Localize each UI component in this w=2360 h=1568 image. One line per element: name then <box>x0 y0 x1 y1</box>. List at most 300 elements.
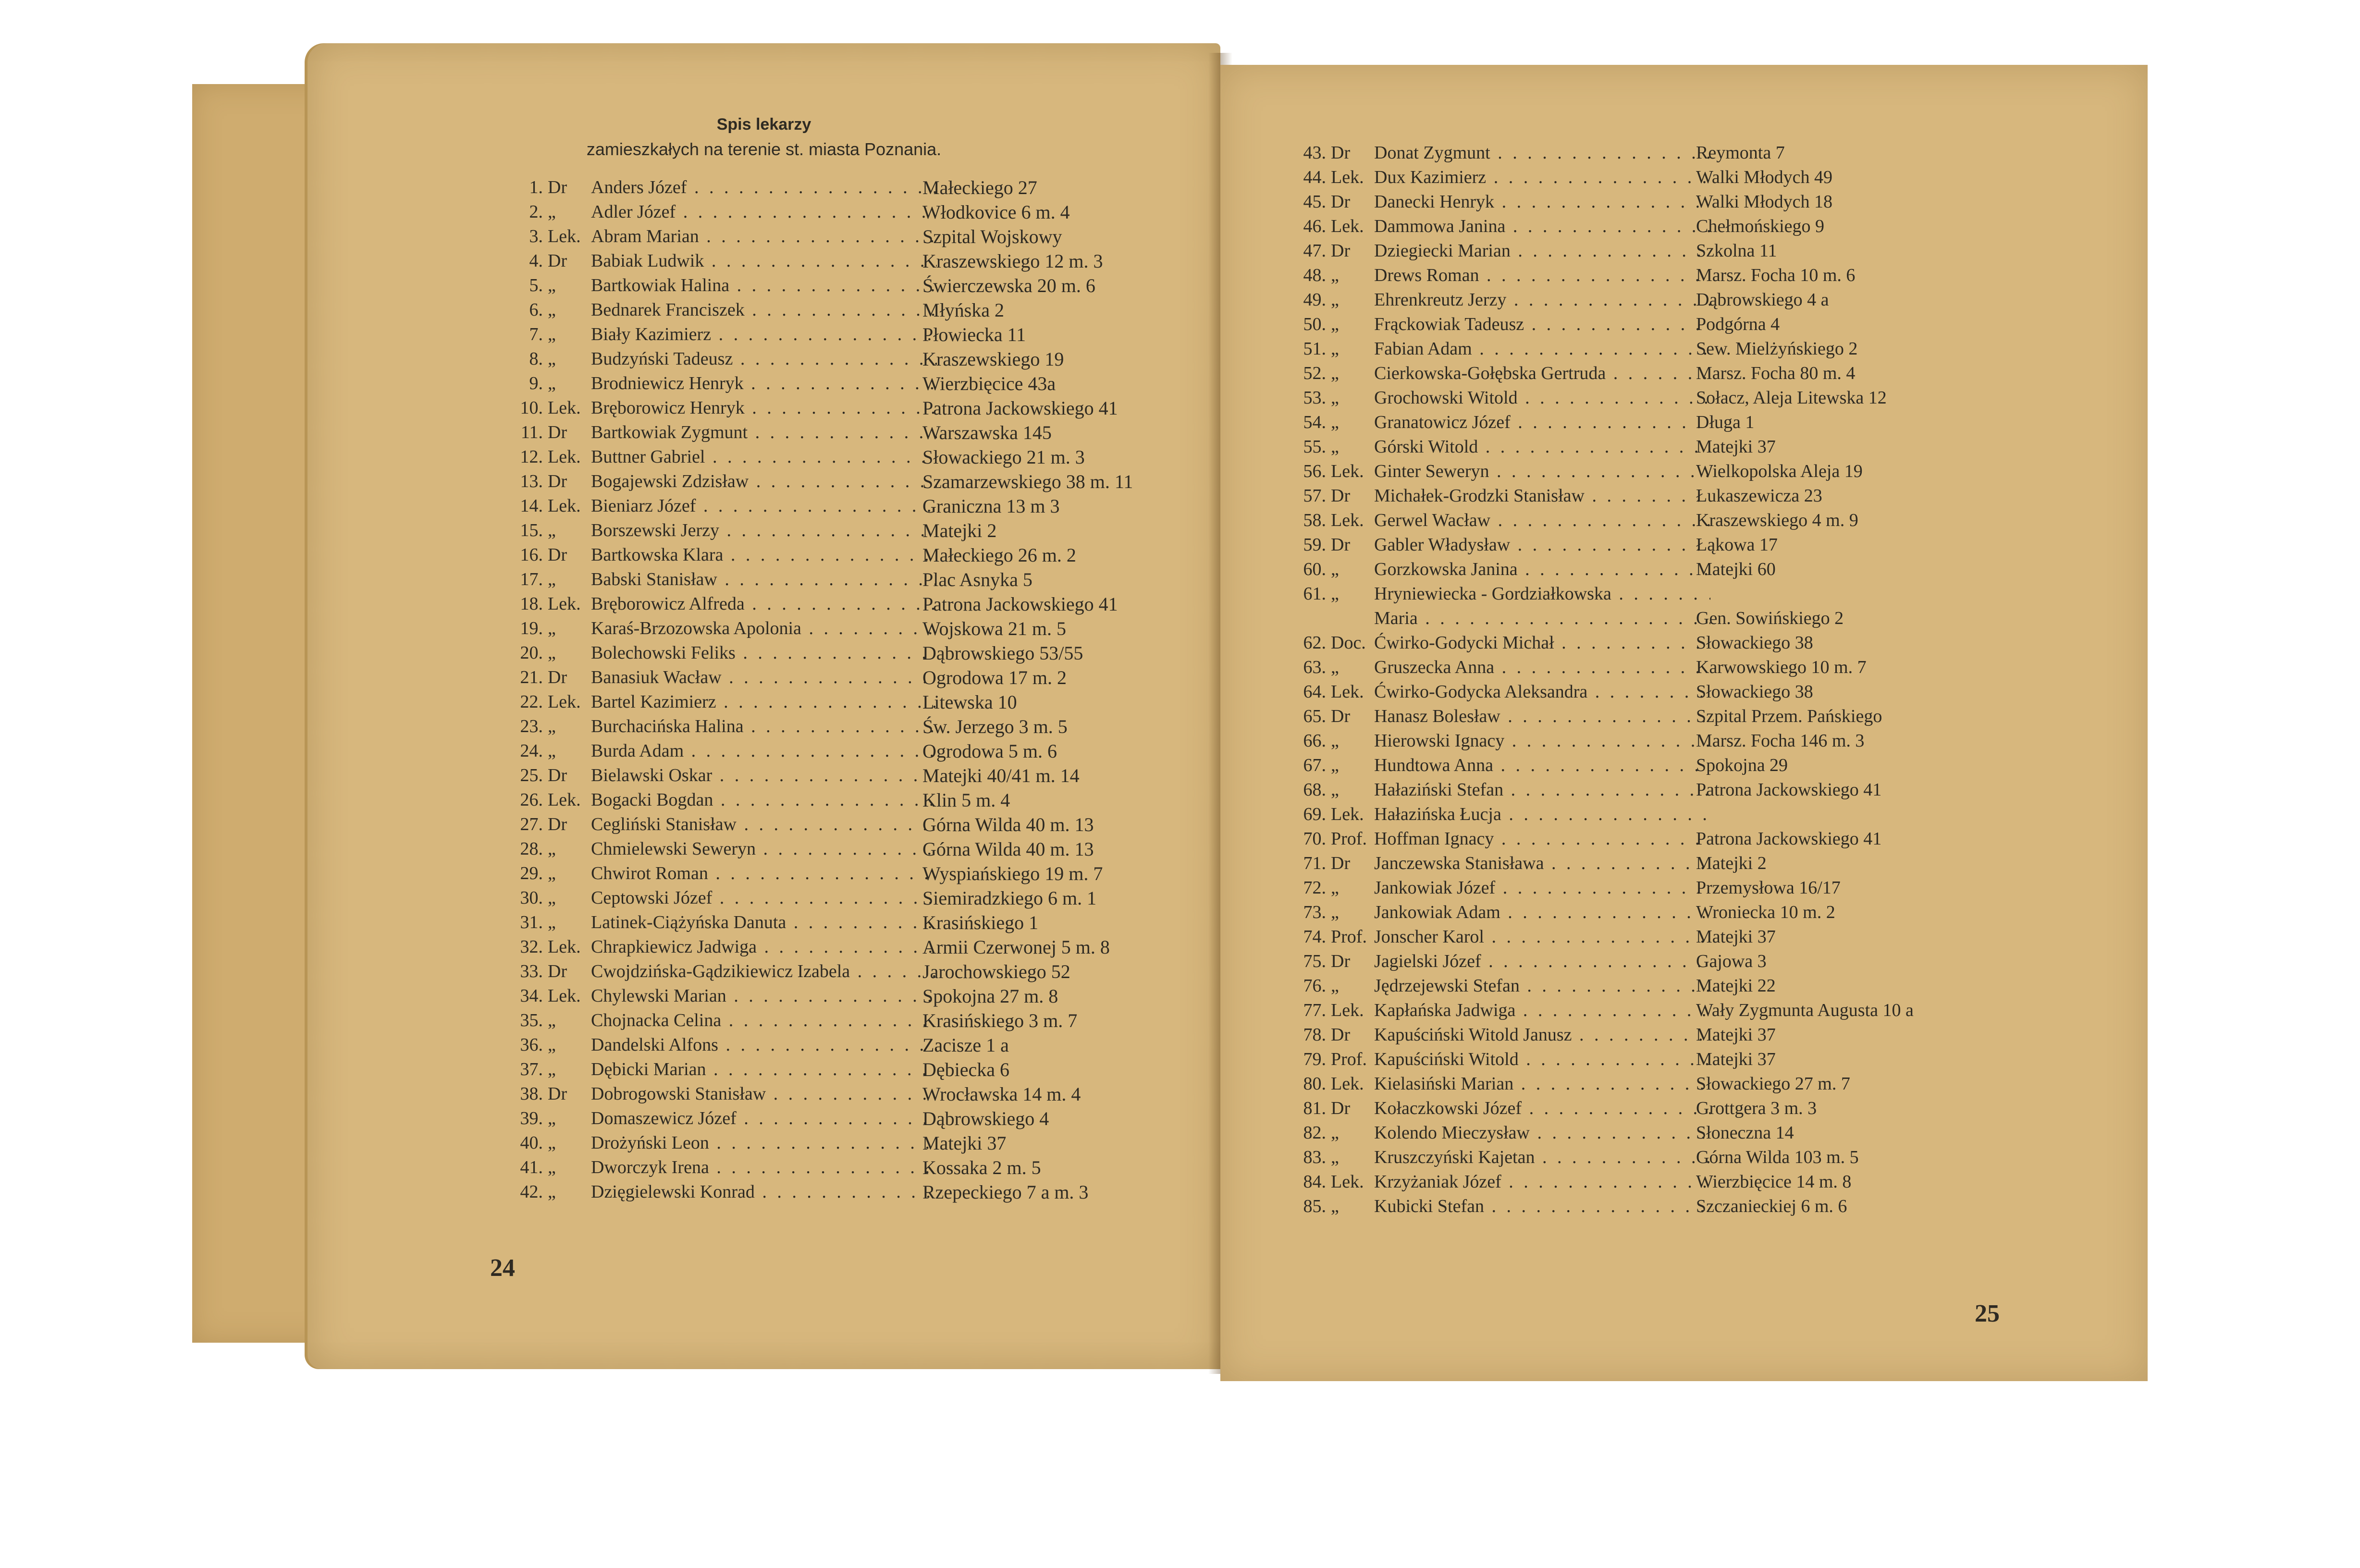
entry-title: „ <box>548 1035 556 1055</box>
entry-name: Bartkowska Klara . . . <box>591 543 937 567</box>
entry-name: Hoffman Ignacy . . . <box>1374 827 1710 851</box>
entry-address: Walki Młodych 18 <box>1696 192 1833 212</box>
entry-title: Lek. <box>548 447 581 467</box>
entry-title: „ <box>548 520 556 540</box>
list-item <box>1273 998 2128 1023</box>
entry-number: 37. <box>520 1059 543 1079</box>
entry-title: „ <box>1331 265 1339 285</box>
entry-title: „ <box>1331 314 1339 334</box>
entry-title: „ <box>548 912 556 932</box>
entry-title: „ <box>548 324 556 344</box>
list-item <box>490 249 1230 273</box>
entry-title: Dr <box>1331 241 1351 261</box>
list-item <box>1273 1047 2128 1072</box>
entry-title: „ <box>548 863 556 883</box>
page-number-left: 24 <box>490 1254 515 1282</box>
entry-name: Frąckowiak Tadeusz . . . <box>1374 312 1710 337</box>
entry-name: Burchacińska Halina . . . <box>591 714 937 739</box>
page-subtitle: zamieszkałych na terenie st. miasta Poznania. <box>586 139 942 159</box>
entry-name: Drews Roman . . . <box>1374 263 1710 288</box>
entry-address: Górna Wilda 40 m. 13 <box>922 814 1094 835</box>
entry-title: Lek. <box>1331 1074 1364 1094</box>
entry-number: 61. <box>1303 584 1326 604</box>
list-item <box>490 861 1230 886</box>
entry-address: Matejki 37 <box>1696 927 1776 947</box>
list-item <box>490 543 1230 567</box>
entry-name: Domaszewicz Józef . . . <box>591 1106 937 1131</box>
entry-title: Doc. <box>1331 633 1366 653</box>
entry-address: Wały Zygmunta Augusta 10 a <box>1696 1000 1914 1020</box>
list-item <box>1273 851 2128 876</box>
entry-number: 59. <box>1303 535 1326 555</box>
list-item <box>1273 606 2128 631</box>
entry-title: „ <box>548 839 556 859</box>
entry-title: Lek. <box>548 226 581 246</box>
entry-name: Burda Adam . . . <box>591 739 937 763</box>
entry-title: „ <box>1331 878 1339 898</box>
list-item <box>490 371 1230 396</box>
entry-address: Kraszewskiego 12 m. 3 <box>922 250 1103 272</box>
entry-name: Bednarek Franciszek . . . <box>591 298 937 322</box>
list-item <box>490 1155 1230 1180</box>
entry-address: Matejki 22 <box>1696 976 1776 996</box>
entry-title: Dr <box>1331 1025 1351 1045</box>
entry-title: Dr <box>1331 951 1351 971</box>
list-item <box>1273 655 2128 680</box>
entry-title: Lek. <box>548 790 581 810</box>
entry-title: Lek. <box>1331 167 1364 187</box>
entry-number: 11. <box>520 422 543 442</box>
entry-title: „ <box>1331 1123 1339 1143</box>
doctor-list-left <box>490 175 1230 1204</box>
entry-number: 18. <box>520 594 543 614</box>
entry-name: Maria . . . <box>1374 606 1710 631</box>
entry-number: 69. <box>1303 804 1326 824</box>
entry-number: 15. <box>520 520 543 540</box>
entry-name: Bartkowiak Halina . . . <box>591 273 937 298</box>
entry-title: Dr <box>1331 486 1351 506</box>
entry-number: 56. <box>1303 461 1326 481</box>
list-item <box>1273 680 2128 704</box>
entry-name: Ćwirko-Godycka Aleksandra . . . <box>1374 680 1710 704</box>
entry-name: Jędrzejewski Stefan . . . <box>1374 974 1710 998</box>
entry-number: 22. <box>520 692 543 712</box>
entry-address: Jarochowskiego 52 <box>922 961 1070 982</box>
entry-name: Banasiuk Wacław . . . <box>591 665 937 690</box>
entry-title: „ <box>548 1157 556 1177</box>
entry-number: 9. <box>529 373 543 393</box>
entry-title: Lek. <box>1331 216 1364 236</box>
entry-address: Sew. Mielżyńskiego 2 <box>1696 339 1858 359</box>
entry-address: Warszawska 145 <box>922 422 1052 443</box>
entry-name: Chrapkiewicz Jadwiga . . . <box>591 935 937 959</box>
list-item <box>490 518 1230 543</box>
entry-number: 29. <box>520 863 543 883</box>
list-item <box>490 1180 1230 1204</box>
entry-number: 53. <box>1303 388 1326 408</box>
entry-address: Kraszewskiego 19 <box>922 348 1064 370</box>
list-item <box>490 1057 1230 1082</box>
entry-name: Gorzkowska Janina . . . <box>1374 557 1710 582</box>
entry-name: Cierkowska-Gołębska Gertruda . . . <box>1374 361 1710 386</box>
entry-name: Chojnacka Celina . . . <box>591 1008 937 1033</box>
list-item <box>1273 263 2128 288</box>
entry-name: Bartkowiak Zygmunt . . . <box>591 420 937 445</box>
entry-number: 28. <box>520 839 543 859</box>
entry-number: 51. <box>1303 339 1326 359</box>
entry-number: 64. <box>1303 682 1326 702</box>
list-item <box>490 1131 1230 1155</box>
list-item <box>1273 753 2128 778</box>
list-item <box>490 910 1230 935</box>
entry-address: Długa 1 <box>1696 412 1755 432</box>
entry-address: Sołacz, Aleja Litewska 12 <box>1696 388 1887 408</box>
entry-address: Patrona Jackowskiego 41 <box>922 593 1118 615</box>
entry-title: Lek. <box>548 937 581 957</box>
entry-address: Płowiecka 11 <box>922 324 1026 345</box>
entry-address: Marsz. Focha 80 m. 4 <box>1696 363 1856 383</box>
entry-number: 33. <box>520 961 543 981</box>
entry-name: Danecki Henryk . . . <box>1374 190 1710 214</box>
list-item <box>490 739 1230 763</box>
entry-number: 19. <box>520 618 543 638</box>
entry-name: Hanasz Bolesław . . . <box>1374 704 1710 729</box>
entry-address: Matejki 37 <box>1696 1049 1776 1069</box>
entry-title: „ <box>548 1133 556 1153</box>
doctor-list-right <box>1273 141 2128 1219</box>
entry-number: 80. <box>1303 1074 1326 1094</box>
entry-name: Cwojdzińska-Gądzikiewicz Izabela . . . <box>591 959 937 984</box>
entry-number: 67. <box>1303 755 1326 775</box>
entry-number: 24. <box>520 741 543 761</box>
entry-name: Dux Kazimierz . . . <box>1374 165 1710 190</box>
entry-number: 31. <box>520 912 543 932</box>
entry-number: 47. <box>1303 241 1326 261</box>
entry-address: Wroniecka 10 m. 2 <box>1696 902 1835 922</box>
entry-name: Bolechowski Feliks . . . <box>591 641 937 665</box>
entry-title: Lek. <box>548 986 581 1006</box>
entry-title: „ <box>1331 290 1339 310</box>
entry-name: Jonscher Karol . . . <box>1374 925 1710 949</box>
list-item <box>1273 900 2128 925</box>
entry-name: Biały Kazimierz . . . <box>591 322 937 347</box>
entry-title: „ <box>1331 902 1339 922</box>
entry-title: Dr <box>548 961 567 981</box>
entry-name: Kapuściński Witold Janusz . . . <box>1374 1023 1710 1047</box>
list-item <box>1273 508 2128 533</box>
list-item <box>1273 1170 2128 1194</box>
entry-name: Dobrogowski Stanisław . . . <box>591 1082 937 1106</box>
entry-address: Siemiradzkiego 6 m. 1 <box>922 887 1097 909</box>
entry-address: Szczanieckiej 6 m. 6 <box>1696 1196 1847 1216</box>
entry-number: 70. <box>1303 829 1326 849</box>
entry-title: „ <box>548 349 556 369</box>
list-item <box>1273 484 2128 508</box>
entry-title: Dr <box>548 1084 567 1104</box>
entry-name: Grochowski Witold . . . <box>1374 386 1710 410</box>
list-item <box>490 935 1230 959</box>
entry-address: Spokojna 27 m. 8 <box>922 985 1058 1007</box>
entry-number: 7. <box>529 324 543 344</box>
entry-number: 4. <box>529 251 543 271</box>
entry-address: Spokojna 29 <box>1696 755 1788 775</box>
entry-address: Litewska 10 <box>922 691 1017 713</box>
entry-address: Patrona Jackowskiego 41 <box>1696 829 1882 849</box>
entry-name: Kubicki Stefan . . . <box>1374 1194 1710 1219</box>
entry-address: Słowackiego 38 <box>1696 633 1813 653</box>
entry-address: Gen. Sowińskiego 2 <box>1696 608 1844 628</box>
entry-name: Hierowski Ignacy . . . <box>1374 729 1710 753</box>
entry-name: Abram Marian . . . <box>591 224 937 249</box>
entry-name: Bieniarz Józef . . . <box>591 494 937 518</box>
list-item <box>1273 557 2128 582</box>
entry-name: Gerwel Wacław . . . <box>1374 508 1710 533</box>
entry-name: Kruszczyński Kajetan . . . <box>1374 1145 1710 1170</box>
entry-number: 50. <box>1303 314 1326 334</box>
entry-address: Plac Asnyka 5 <box>922 569 1032 590</box>
entry-address: Górna Wilda 103 m. 5 <box>1696 1147 1859 1167</box>
entry-address: Małeckiego 26 m. 2 <box>922 544 1076 566</box>
entry-address: Krasińskiego 1 <box>922 912 1039 933</box>
entry-address: Zacisze 1 a <box>922 1034 1009 1056</box>
entry-number: 46. <box>1303 216 1326 236</box>
entry-address: Rzepeckiego 7 a m. 3 <box>922 1181 1089 1203</box>
entry-address: Armii Czerwonej 5 m. 8 <box>922 936 1110 958</box>
entry-address: Matejki 37 <box>1696 1025 1776 1045</box>
entry-number: 83. <box>1303 1147 1326 1167</box>
list-item <box>1273 925 2128 949</box>
entry-number: 52. <box>1303 363 1326 383</box>
list-item <box>490 1033 1230 1057</box>
list-item <box>1273 386 2128 410</box>
entry-address: Szpital Przem. Pańskiego <box>1696 706 1882 726</box>
entry-title: „ <box>548 1059 556 1079</box>
entry-title: Dr <box>548 667 567 687</box>
entry-address: Wyspiańskiego 19 m. 7 <box>922 863 1103 884</box>
list-item <box>490 298 1230 322</box>
list-item <box>1273 1023 2128 1047</box>
entry-title: Prof. <box>1331 1049 1367 1069</box>
entry-number: 36. <box>520 1035 543 1055</box>
entry-title: Dr <box>548 545 567 565</box>
list-item <box>1273 190 2128 214</box>
list-item <box>1273 704 2128 729</box>
entry-number: 81. <box>1303 1098 1326 1118</box>
list-item <box>1273 1145 2128 1170</box>
list-item <box>1273 361 2128 386</box>
entry-title: Lek. <box>1331 1172 1364 1192</box>
entry-address: Matejki 2 <box>1696 853 1767 873</box>
entry-name: Bręborowicz Alfreda . . . <box>591 592 937 616</box>
entry-title: Lek. <box>1331 1000 1364 1020</box>
list-item <box>490 690 1230 714</box>
entry-title: Dr <box>548 251 567 271</box>
entry-title: Dr <box>548 177 567 197</box>
entry-number: 68. <box>1303 780 1326 800</box>
entry-title: Dr <box>1331 853 1351 873</box>
list-item <box>1273 337 2128 361</box>
entry-title: Lek. <box>1331 510 1364 530</box>
list-item <box>490 714 1230 739</box>
list-item <box>490 224 1230 249</box>
entry-name: Dandelski Alfons . . . <box>591 1033 937 1057</box>
entry-number: 40. <box>520 1133 543 1153</box>
entry-address: Słowackiego 27 m. 7 <box>1696 1074 1850 1094</box>
entry-name: Dzięgielewski Konrad . . . <box>591 1180 937 1204</box>
entry-name: Jankowiak Józef . . . <box>1374 876 1710 900</box>
list-item <box>490 445 1230 469</box>
list-item <box>490 273 1230 298</box>
entry-name: Brodniewicz Henryk . . . <box>591 371 937 396</box>
entry-title: „ <box>1331 1196 1339 1216</box>
entry-title: Dr <box>548 765 567 785</box>
entry-address: Słoneczna 14 <box>1696 1123 1794 1143</box>
entry-address: Wrocławska 14 m. 4 <box>922 1083 1081 1105</box>
entry-name: Dworczyk Irena . . . <box>591 1155 937 1180</box>
entry-number: 63. <box>1303 657 1326 677</box>
entry-title: Lek. <box>548 594 581 614</box>
entry-number: 75. <box>1303 951 1326 971</box>
entry-number: 13. <box>520 471 543 491</box>
list-item <box>490 567 1230 592</box>
entry-title: „ <box>1331 976 1339 996</box>
entry-number: 72. <box>1303 878 1326 898</box>
entry-number: 27. <box>520 814 543 834</box>
entry-number: 48. <box>1303 265 1326 285</box>
entry-title: „ <box>548 1182 556 1202</box>
entry-number: 34. <box>520 986 543 1006</box>
list-item <box>490 1008 1230 1033</box>
entry-number: 41. <box>520 1157 543 1177</box>
entry-address: Słowackiego 38 <box>1696 682 1813 702</box>
entry-number: 74. <box>1303 927 1326 947</box>
entry-name: Dziegiecki Marian . . . <box>1374 239 1710 263</box>
list-item <box>490 788 1230 812</box>
entry-address: Dąbrowskiego 4 a <box>1696 290 1829 310</box>
entry-address: Matejki 2 <box>922 520 997 541</box>
entry-address: Matejki 60 <box>1696 559 1776 579</box>
entry-number: 1. <box>529 177 543 197</box>
entry-address: Marsz. Focha 146 m. 3 <box>1696 731 1865 751</box>
list-item <box>490 812 1230 837</box>
list-item <box>490 592 1230 616</box>
entry-title: „ <box>548 569 556 589</box>
entry-name: Fabian Adam . . . <box>1374 337 1710 361</box>
entry-title: Dr <box>548 471 567 491</box>
entry-address: Matejki 40/41 m. 14 <box>922 765 1080 786</box>
entry-title: „ <box>548 643 556 663</box>
entry-address: Wierzbięcice 43a <box>922 373 1056 394</box>
list-item <box>1273 459 2128 484</box>
list-item <box>1273 974 2128 998</box>
list-item <box>490 665 1230 690</box>
list-item <box>490 396 1230 420</box>
entry-address: Świerczewska 20 m. 6 <box>922 275 1095 296</box>
entry-number: 78. <box>1303 1025 1326 1045</box>
right-page <box>1220 65 2148 1381</box>
entry-address: Dębiecka 6 <box>922 1059 1010 1080</box>
entry-title: „ <box>1331 780 1339 800</box>
entry-number: 2. <box>529 202 543 222</box>
entry-number: 42. <box>520 1182 543 1202</box>
entry-number: 71. <box>1303 853 1326 873</box>
entry-address: Szamarzewskiego 38 m. 11 <box>922 471 1133 492</box>
entry-number: 39. <box>520 1108 543 1128</box>
list-item <box>1273 802 2128 827</box>
entry-name: Gabler Władysław . . . <box>1374 533 1710 557</box>
list-item <box>1273 631 2128 655</box>
entry-number: 16. <box>520 545 543 565</box>
entry-address: Podgórna 4 <box>1696 314 1780 334</box>
entry-title: „ <box>1331 363 1339 383</box>
entry-name: Jagielski Józef . . . <box>1374 949 1710 974</box>
entry-address: Górna Wilda 40 m. 13 <box>922 838 1094 860</box>
list-item <box>490 322 1230 347</box>
entry-address: Dąbrowskiego 4 <box>922 1108 1049 1129</box>
entry-name: Kolendo Mieczysław . . . <box>1374 1121 1710 1145</box>
entry-name: Chmielewski Seweryn . . . <box>591 837 937 861</box>
entry-address: Patrona Jackowskiego 41 <box>1696 780 1882 800</box>
entry-title: „ <box>1331 437 1339 457</box>
entry-name: Adler Józef . . . <box>591 200 937 224</box>
entry-number: 79. <box>1303 1049 1326 1069</box>
entry-name: Janczewska Stanisława . . . <box>1374 851 1710 876</box>
entry-name: Dębicki Marian . . . <box>591 1057 937 1082</box>
entry-name: Buttner Gabriel . . . <box>591 445 937 469</box>
entry-name: Jankowiak Adam . . . <box>1374 900 1710 925</box>
list-item <box>1273 778 2128 802</box>
list-item <box>1273 827 2128 851</box>
entry-number: 57. <box>1303 486 1326 506</box>
entry-name: Kołaczkowski Józef . . . <box>1374 1096 1710 1121</box>
entry-number: 43. <box>1303 143 1326 163</box>
entry-address: Krasińskiego 3 m. 7 <box>922 1010 1078 1031</box>
entry-address: Łukaszewicza 23 <box>1696 486 1822 506</box>
list-item <box>490 469 1230 494</box>
entry-name: Górski Witold . . . <box>1374 435 1710 459</box>
entry-title: „ <box>548 618 556 638</box>
entry-title: Dr <box>1331 706 1351 726</box>
entry-address: Karwowskiego 10 m. 7 <box>1696 657 1867 677</box>
entry-name: Granatowicz Józef . . . <box>1374 410 1710 435</box>
entry-title: „ <box>548 300 556 320</box>
entry-name: Bręborowicz Henryk . . . <box>591 396 937 420</box>
entry-name: Bielawski Oskar . . . <box>591 763 937 788</box>
entry-number: 12. <box>520 447 543 467</box>
list-item <box>1273 729 2128 753</box>
entry-title: „ <box>1331 412 1339 432</box>
entry-address: Klin 5 m. 4 <box>922 789 1010 811</box>
entry-name: Budzyński Tadeusz . . . <box>591 347 937 371</box>
entry-name: Hryniewiecka - Gordziałkowska . . . <box>1374 582 1710 606</box>
list-item <box>490 641 1230 665</box>
entry-title: Dr <box>548 814 567 834</box>
entry-title: Lek. <box>548 398 581 418</box>
entry-address: Wierzbięcice 14 m. 8 <box>1696 1172 1852 1192</box>
entry-title: „ <box>548 888 556 908</box>
entry-address: Graniczna 13 m 3 <box>922 495 1060 517</box>
entry-name: Cegliński Stanisław . . . <box>591 812 937 837</box>
entry-name: Babski Stanisław . . . <box>591 567 937 592</box>
entry-address: Szkolna 11 <box>1696 241 1777 261</box>
list-item <box>1273 1096 2128 1121</box>
entry-address: Marsz. Focha 10 m. 6 <box>1696 265 1856 285</box>
list-item <box>490 494 1230 518</box>
entry-address: Kraszewskiego 4 m. 9 <box>1696 510 1858 530</box>
entry-number: 60. <box>1303 559 1326 579</box>
entry-address: Matejki 37 <box>922 1132 1007 1154</box>
entry-address: Szpital Wojskowy <box>922 226 1062 247</box>
